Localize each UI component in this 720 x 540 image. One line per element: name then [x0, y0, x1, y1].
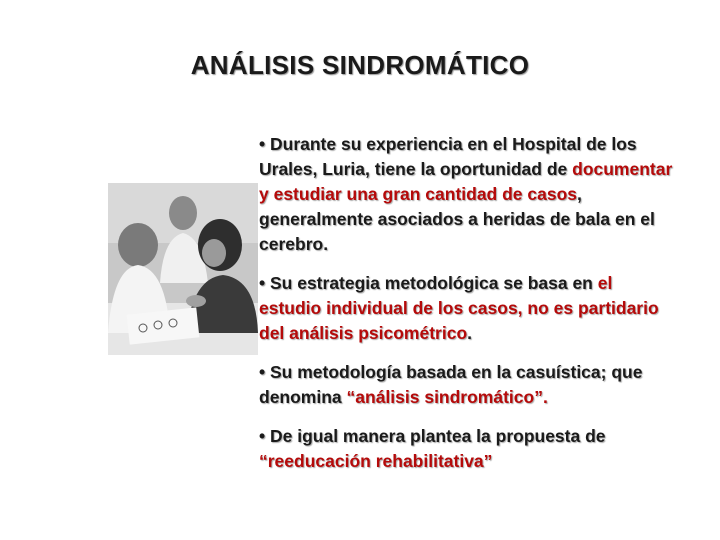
bullet-highlight: “reeducación rehabilitativa” [259, 451, 493, 471]
bullet-text: • Durante su experiencia en el Hospital de los Urales, Luria, tiene la oportunidad de [259, 134, 637, 179]
bullet-text: . [467, 323, 473, 343]
bullet-list [259, 132, 679, 488]
bullet-highlight: el estudio individual de los casos, no es partidario del análisis psicométrico [259, 273, 659, 343]
photo-illustration [108, 183, 258, 355]
slide-title: ANÁLISIS SINDROMÁTICO [190, 50, 530, 80]
bullet-text: • Su metodología basada en la casuística; que denomina [259, 362, 643, 407]
bullet-item [259, 132, 679, 257]
bullet-text: • De igual manera plantea la propuesta de [259, 426, 606, 446]
bullet-text: , generalmente asociados a heridas de bala en el cerebro. [259, 184, 655, 254]
historical-photo [108, 183, 258, 355]
bullet-highlight: “análisis sindromático”. [346, 387, 548, 407]
bullet-item [259, 424, 679, 474]
bullet-item [259, 360, 679, 410]
bullet-highlight: documentar y estudiar una gran cantidad de casos [259, 159, 673, 204]
bullet-text: • Su estrategia metodológica se basa en [259, 273, 598, 293]
bullet-item [259, 271, 679, 346]
